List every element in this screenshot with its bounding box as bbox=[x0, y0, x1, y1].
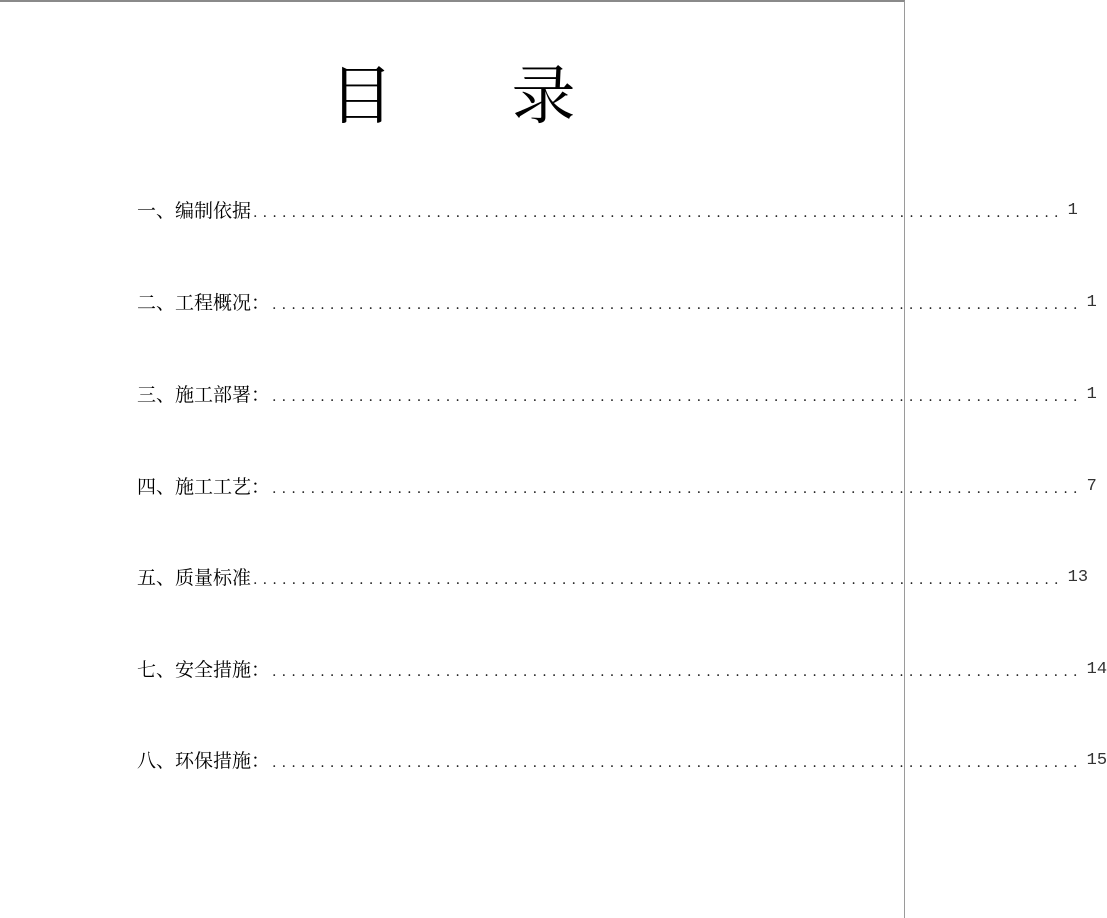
toc-entry-page: 7 bbox=[1086, 477, 1097, 496]
toc-entry-page: 15 bbox=[1086, 751, 1107, 770]
toc-entry[interactable] bbox=[137, 381, 1097, 409]
toc-entry[interactable] bbox=[137, 564, 1089, 592]
toc-entry-page: 1 bbox=[1086, 293, 1097, 312]
toc-entry-label: 七、安全措施： bbox=[137, 659, 271, 681]
toc-leader-dots: .................................................................................... bbox=[272, 297, 1083, 313]
toc-entry-label: 三、施工部署： bbox=[137, 384, 271, 406]
toc-entry-label: 四、施工工艺： bbox=[137, 476, 271, 498]
toc-entry-page: 1 bbox=[1086, 385, 1097, 404]
toc-leader-dots: .................................................................................... bbox=[272, 755, 1083, 771]
toc-leader-dots: .................................................................................... bbox=[253, 572, 1064, 588]
toc-entry[interactable] bbox=[137, 656, 1107, 684]
toc-entry[interactable] bbox=[137, 197, 1078, 225]
toc-entry-label: 二、工程概况： bbox=[137, 292, 271, 314]
toc-entry-label: 一、编制依据 bbox=[137, 200, 252, 222]
title-char-1: 目 bbox=[329, 60, 394, 134]
page-title bbox=[0, 57, 905, 137]
toc-entry-page: 14 bbox=[1086, 660, 1107, 679]
title-char-2: 录 bbox=[511, 60, 576, 134]
toc-entry[interactable] bbox=[137, 473, 1097, 501]
toc-entry[interactable] bbox=[137, 747, 1107, 775]
toc-entry-label: 五、质量标准 bbox=[137, 567, 252, 589]
toc-leader-dots: .................................................................................... bbox=[272, 389, 1083, 405]
toc-entry[interactable] bbox=[137, 289, 1097, 317]
toc-entry-label: 八、环保措施： bbox=[137, 750, 271, 772]
toc-entry-page: 13 bbox=[1067, 568, 1089, 587]
toc-leader-dots: .................................................................................... bbox=[272, 664, 1083, 680]
toc-leader-dots: .................................................................................... bbox=[272, 481, 1083, 497]
toc-entry-page: 1 bbox=[1067, 201, 1078, 220]
toc-leader-dots: .................................................................................... bbox=[253, 205, 1064, 221]
